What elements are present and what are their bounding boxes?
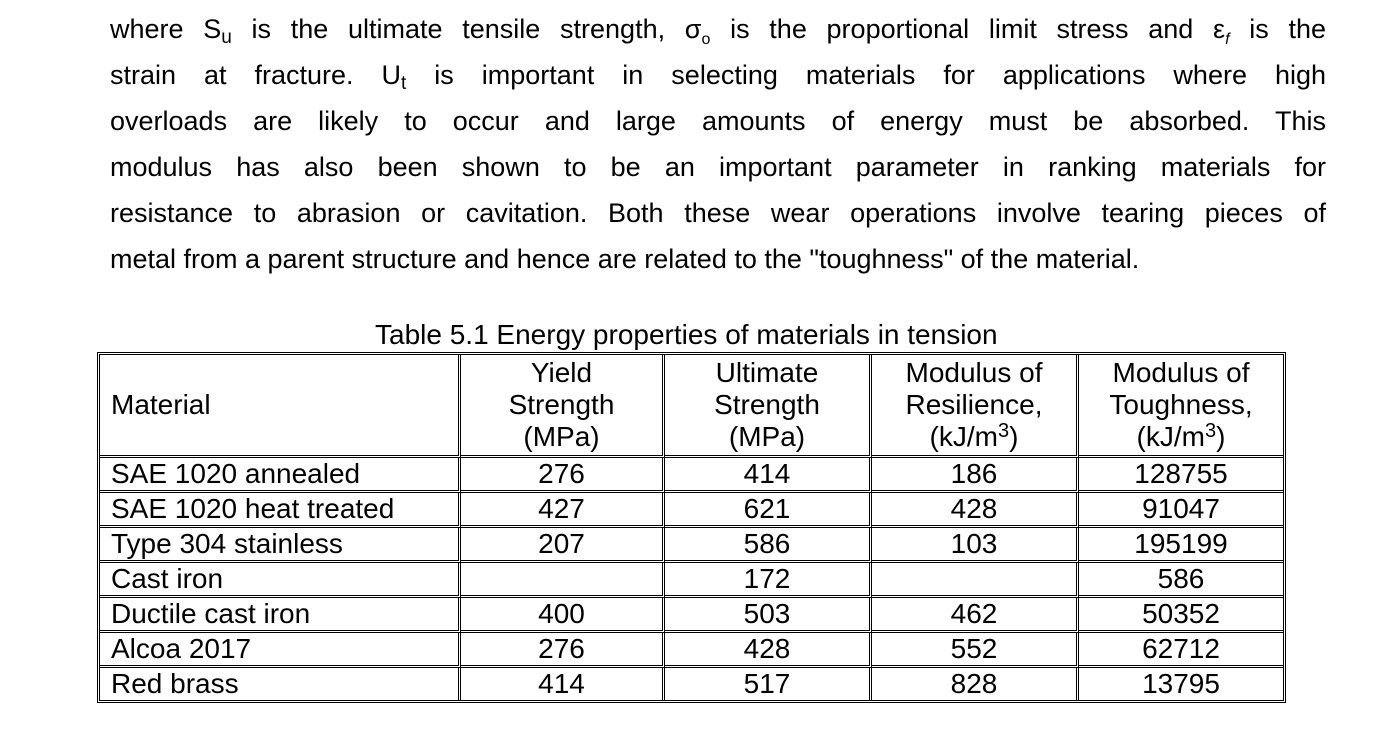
header-line: Modulus of [905,357,1043,388]
text-run: is the [1229,14,1326,44]
table-row [100,563,1283,598]
subscript-u: u [221,27,232,48]
header-ultimate-strength [665,355,872,458]
paragraph-line-4: modulus has also been shown to be an important parameter in ranking materials for [110,152,1326,182]
header-line [872,421,1076,453]
header-line [1079,421,1283,453]
body-paragraph [110,6,1326,282]
table-caption: Table 5.1 Energy properties of materials in tension [375,319,998,350]
cell-toughness: 91047 [1079,493,1283,528]
table-header-row [100,355,1283,458]
text-run: strain at fracture. U [110,60,402,90]
cell-resilience: 462 [872,598,1079,633]
header-line: (MPa) [523,421,600,452]
unit-text: (kJ/m [1136,421,1205,452]
cell-toughness: 62712 [1079,633,1283,668]
cell-resilience: 428 [872,493,1079,528]
header-line: (MPa) [728,421,806,452]
cell-yield: 400 [461,598,665,633]
paragraph-line-5: resistance to abrasion or cavitation. Both these wear operations involve tearing pieces of [110,198,1326,228]
cell-ultimate: 414 [665,458,872,493]
table-row [100,668,1283,700]
cell-toughness: 128755 [1079,458,1283,493]
header-material: Material [100,355,461,458]
cell-material: SAE 1020 heat treated [100,493,461,528]
cell-material: Ductile cast iron [100,598,461,633]
cell-resilience [872,563,1079,598]
table-row [100,633,1283,668]
cell-ultimate: 621 [665,493,872,528]
header-modulus-of-toughness [1079,355,1283,458]
energy-properties-table [97,352,1286,703]
table-row [100,493,1283,528]
header-modulus-of-resilience [872,355,1079,458]
cell-toughness: 195199 [1079,528,1283,563]
cell-resilience: 828 [872,668,1079,700]
table-row [100,528,1283,563]
paragraph-line-2 [110,52,1326,98]
unit-text: ) [1216,421,1226,452]
header-line: Toughness, [1109,389,1253,420]
cell-toughness: 50352 [1079,598,1283,633]
cell-yield: 276 [461,458,665,493]
text-run: is important in selecting materials for applications where high [406,60,1326,90]
header-line: Ultimate [715,357,819,388]
text-run: where S [110,14,222,44]
subscript-t: t [401,73,407,94]
paragraph-line-1 [110,6,1326,52]
unit-text: (kJ/m [929,421,998,452]
cell-yield: 207 [461,528,665,563]
cell-yield [461,563,665,598]
header-line: Resilience, [905,389,1043,420]
cell-ultimate: 517 [665,668,872,700]
header-line: Yield [530,357,593,388]
subscript-o: o [701,31,711,48]
cell-material: Cast iron [100,563,461,598]
text-run: is the ultimate tensile strength, σ [231,14,702,44]
cell-ultimate: 172 [665,563,872,598]
cell-ultimate: 586 [665,528,872,563]
table-row [100,598,1283,633]
cell-toughness: 586 [1079,563,1283,598]
unit-exponent: 3 [1204,420,1217,442]
cell-resilience: 552 [872,633,1079,668]
cell-ultimate: 428 [665,633,872,668]
cell-resilience: 103 [872,528,1079,563]
cell-material: SAE 1020 annealed [100,458,461,493]
table-row [100,458,1283,493]
cell-yield: 427 [461,493,665,528]
cell-material: Red brass [100,668,461,700]
header-line: Strength [714,389,820,420]
cell-yield: 276 [461,633,665,668]
paragraph-line-6: metal from a parent structure and hence are related to the "toughness" of the material. [110,244,1140,274]
header-line: Strength [508,389,615,420]
cell-material: Alcoa 2017 [100,633,461,668]
text-run: is the proportional limit stress and ε [710,14,1226,44]
header-yield-strength [461,355,665,458]
cell-yield: 414 [461,668,665,700]
cell-ultimate: 503 [665,598,872,633]
unit-exponent: 3 [997,420,1010,442]
cell-toughness: 13795 [1142,668,1220,699]
cell-resilience: 186 [872,458,1079,493]
unit-text: ) [1009,421,1019,452]
cell-material: Type 304 stainless [100,528,461,563]
paragraph-line-3: overloads are likely to occur and large amounts of energy must be absorbed. This [110,106,1326,136]
subscript-f: f [1225,31,1230,48]
header-line: Modulus of [1112,357,1250,388]
